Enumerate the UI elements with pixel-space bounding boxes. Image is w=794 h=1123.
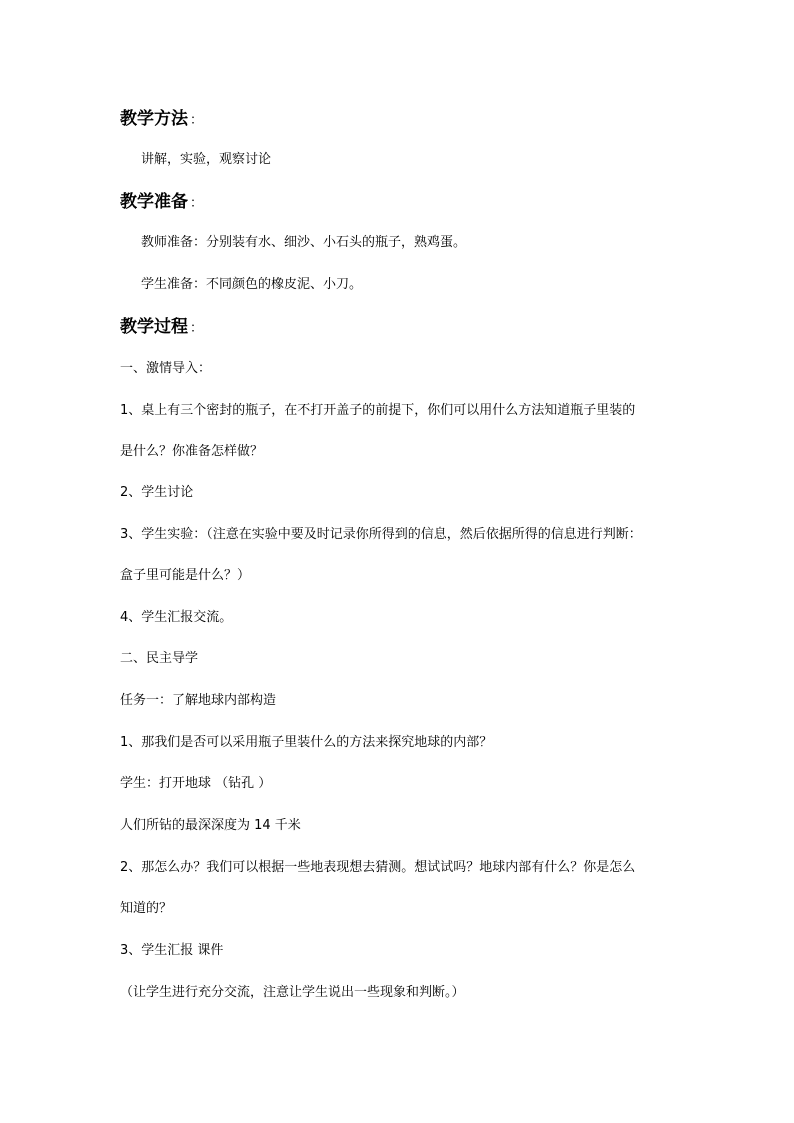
process-line: 4、学生汇报交流。 bbox=[120, 610, 233, 625]
process-line: 1、桌上有三个密封的瓶子，在不打开盖子的前提下，你们可以用什么方法知道瓶子里装的 bbox=[120, 403, 636, 418]
process-line: 3、学生实验：（注意在实验中要及时记录你所得到的信息，然后依据所得的信息进行判断： bbox=[120, 527, 642, 542]
process-line: 二、民主导学 bbox=[120, 651, 199, 666]
student-preparation-text: 学生准备：不同颜色的橡皮泥、小刀。 bbox=[141, 277, 363, 292]
heading-teaching-method bbox=[120, 108, 203, 132]
process-line: 2、那怎么办？我们可以根据一些地表现想去猜测。想试试吗？地球内部有什么？你是怎么 bbox=[120, 860, 636, 875]
teaching-method-text: 讲解，实验，观察讨论 bbox=[141, 152, 272, 167]
process-line: 1、那我们是否可以采用瓶子里装什么的方法来探究地球的内部？ bbox=[120, 735, 493, 750]
heading-teaching-preparation bbox=[120, 191, 203, 215]
process-line: 2、学生讨论 bbox=[120, 485, 194, 500]
heading-text: 教学准备 bbox=[120, 192, 188, 212]
heading-colon: ： bbox=[190, 321, 204, 336]
heading-text: 教学过程 bbox=[120, 317, 188, 337]
heading-text: 教学方法 bbox=[120, 109, 188, 129]
process-line: 人们所钻的最深深度为 14 千米 bbox=[120, 818, 301, 833]
process-line: （让学生进行充分交流，注意让学生说出一些现象和判断。） bbox=[120, 985, 465, 1000]
process-line: 盒子里可能是什么？） bbox=[120, 568, 251, 583]
process-line: 是什么？你准备怎样做？ bbox=[120, 444, 264, 459]
process-line: 3、学生汇报 课件 bbox=[120, 943, 224, 958]
heading-teaching-process bbox=[120, 316, 203, 340]
heading-colon: ： bbox=[190, 196, 204, 211]
teacher-preparation-text: 教师准备：分别装有水、细沙、小石头的瓶子，熟鸡蛋。 bbox=[141, 235, 467, 250]
heading-colon: ： bbox=[190, 113, 204, 128]
process-line: 一、激情导入： bbox=[120, 361, 212, 376]
process-line: 任务一：了解地球内部构造 bbox=[120, 693, 277, 708]
process-line: 知道的？ bbox=[120, 901, 173, 916]
process-line: 学生：打开地球 （钻孔 ） bbox=[120, 776, 272, 791]
